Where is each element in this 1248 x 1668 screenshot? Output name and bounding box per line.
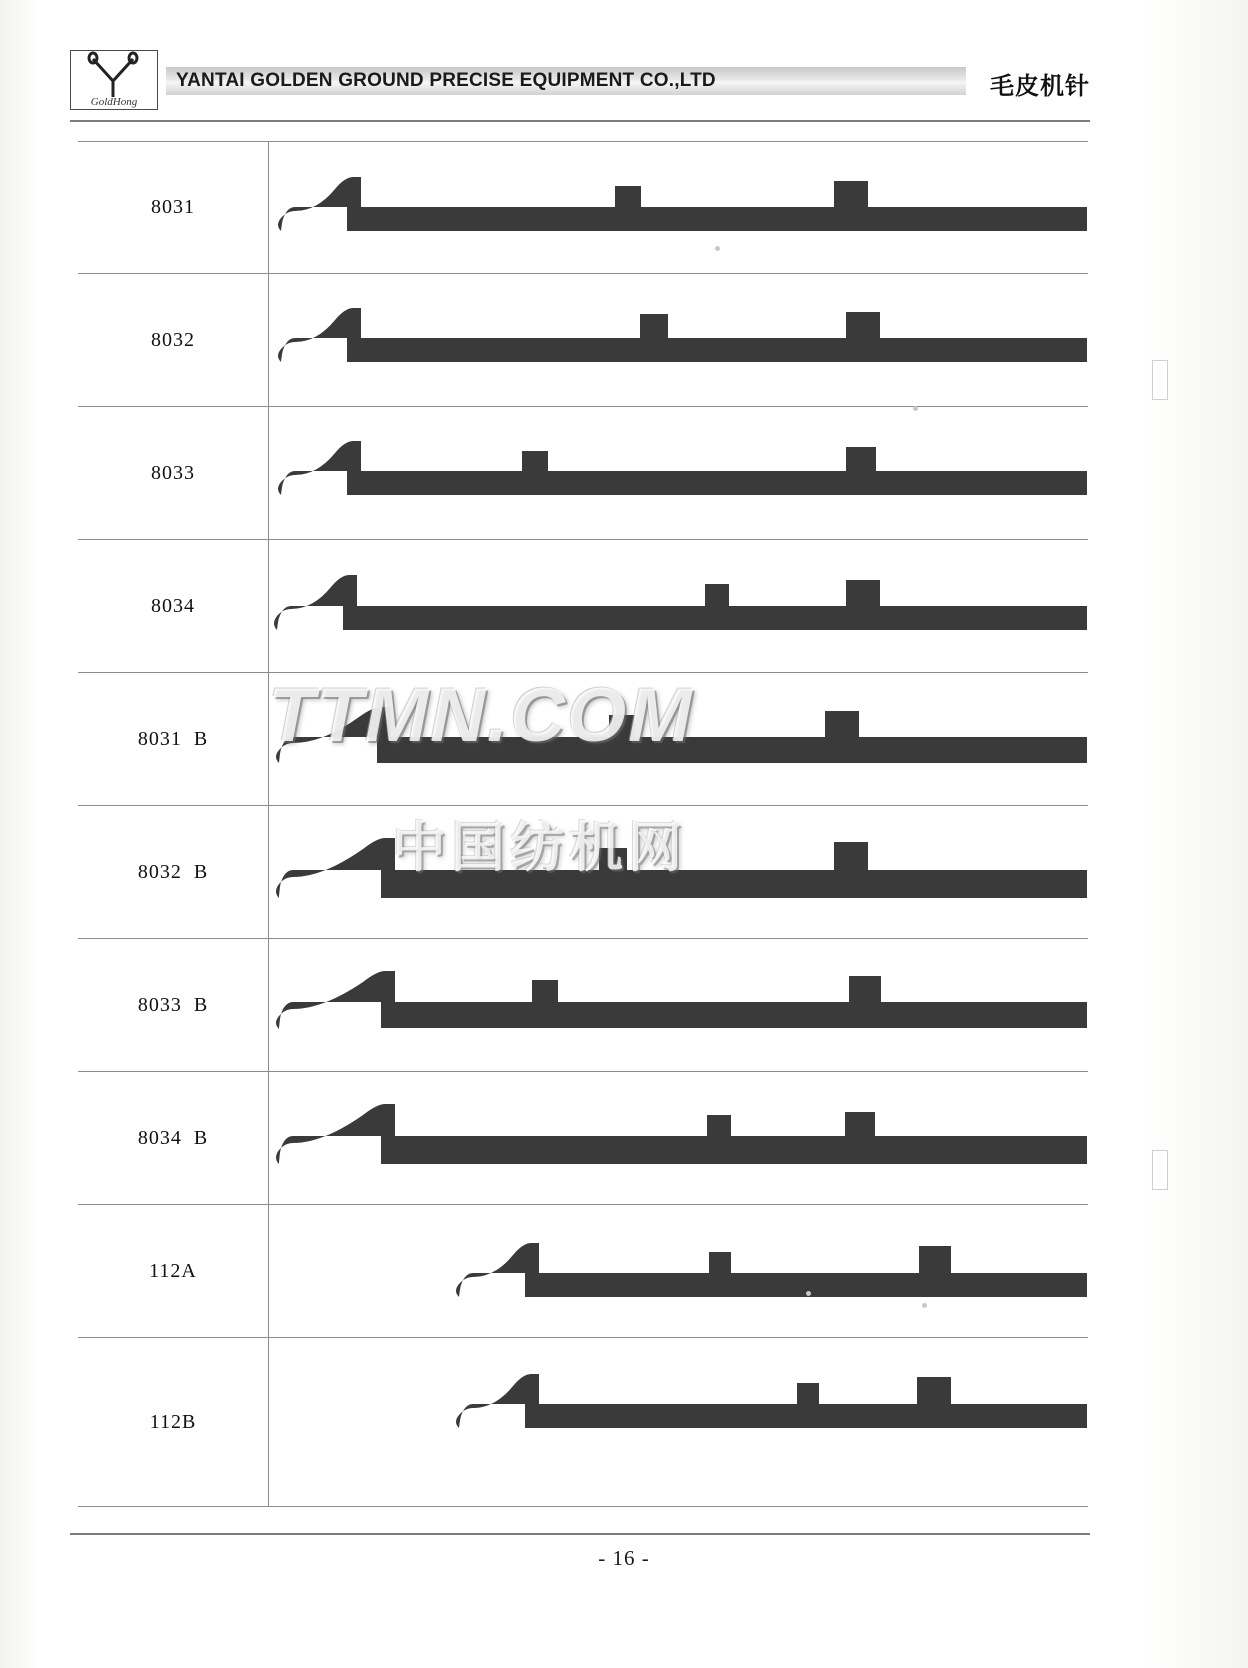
table-row [78, 1338, 1088, 1507]
needle-illustration [269, 806, 1088, 938]
scan-speck [913, 406, 918, 411]
row-label: 8034 B [137, 1126, 209, 1149]
needle-illustration [269, 141, 1088, 273]
scan-edge-artifact [1152, 360, 1168, 400]
table-row [78, 141, 1088, 274]
table-row [78, 1072, 1088, 1205]
watermark-latin: TTMN.COM [268, 673, 694, 758]
row-label: 8032 [151, 328, 195, 351]
row-label: 112A [149, 1259, 197, 1282]
table-row [78, 1205, 1088, 1338]
table-row [78, 673, 1088, 806]
row-label: 8031 [151, 195, 195, 218]
needle-illustration [269, 274, 1088, 406]
scan-speck [922, 1303, 927, 1308]
table-row [78, 939, 1088, 1072]
scan-edge-artifact [1152, 1150, 1168, 1190]
footer-divider [70, 1533, 1090, 1535]
row-label: 8032 B [137, 860, 209, 883]
page-title-cn: 毛皮机针 [990, 72, 1090, 100]
page-number: - 16 - [598, 1546, 650, 1570]
table-row [78, 407, 1088, 540]
scan-speck [715, 246, 720, 251]
needle-illustration [269, 1072, 1088, 1204]
row-label: 8033 B [137, 993, 209, 1016]
needle-table [78, 141, 1088, 1507]
company-logo [70, 50, 158, 110]
table-row [78, 274, 1088, 407]
table-row [78, 540, 1088, 673]
row-label: 8034 [151, 594, 195, 617]
company-name: YANTAI GOLDEN GROUND PRECISE EQUIPMENT CO.,LTD [176, 70, 716, 91]
logo-mark-icon [71, 51, 157, 109]
needle-illustration [269, 1338, 1088, 1507]
table-row [78, 806, 1088, 939]
needle-illustration [269, 939, 1088, 1071]
needle-illustration [269, 540, 1088, 672]
svg-text:GoldHong: GoldHong [90, 96, 138, 108]
row-label: 8033 [151, 461, 195, 484]
row-label: 112B [149, 1411, 197, 1433]
needle-illustration [269, 407, 1088, 539]
header-divider [70, 120, 1090, 122]
needle-illustration [269, 1205, 1088, 1337]
page-header [70, 48, 1090, 112]
watermark-chinese: 中国纺机网 [392, 816, 687, 879]
table-bottom-border [78, 1506, 1088, 1507]
needle-illustration [269, 673, 1088, 805]
row-label: 8031 B [137, 727, 209, 750]
scan-speck [806, 1291, 811, 1296]
